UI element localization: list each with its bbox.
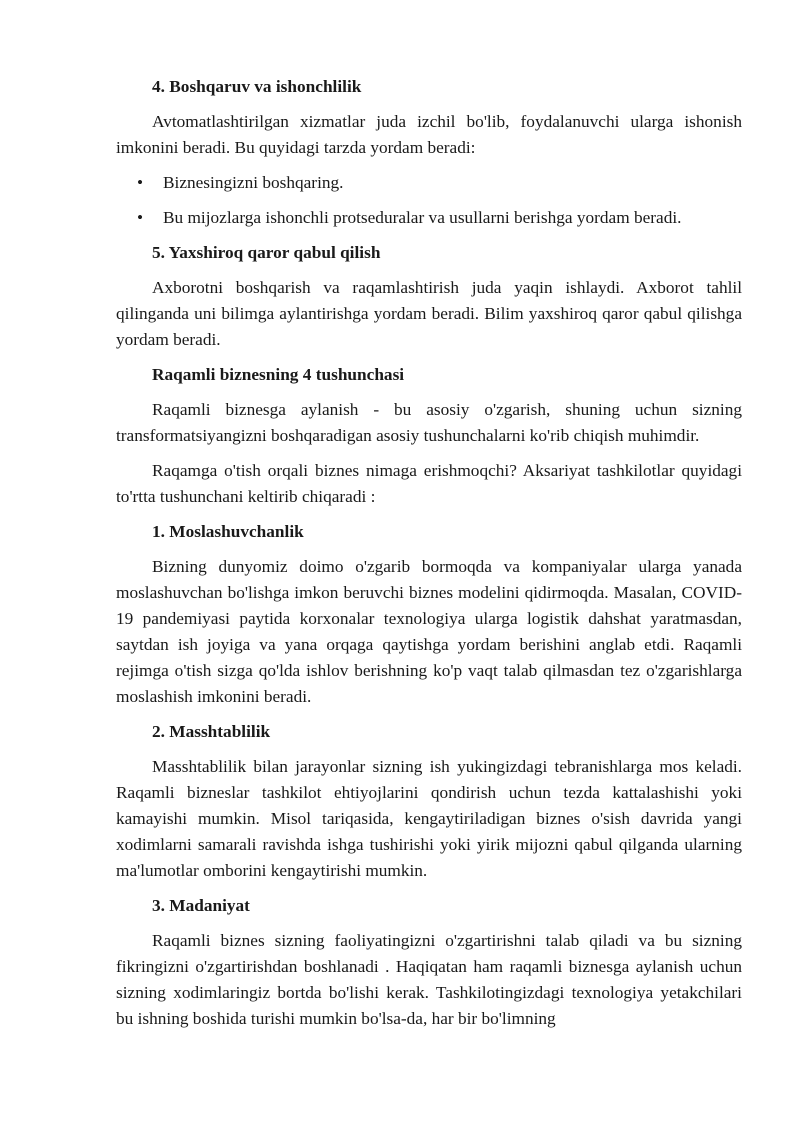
section-heading-culture: 3. Madaniyat [152, 896, 250, 915]
list-item [116, 170, 742, 196]
paragraph: Raqamli biznesga aylanish - bu asosiy o'zgarish, shuning uchun sizning transformatsiyangizni boshqaradigan asosiy tushunchalarni ko'rib chiqish muhimdir. [116, 400, 742, 445]
paragraph: Axborotni boshqarish va raqamlashtirish juda yaqin ishlaydi. Axborot tahlil qilinganda uni bilimga aylantirishga yordam beradi. Bilim yaxshiroq qaror qabul qilishga yordam beradi. [116, 278, 742, 349]
document-page [116, 74, 742, 1041]
section-heading-decision-making: 5. Yaxshiroq qaror qabul qilish [152, 243, 381, 262]
section-heading-flexibility: 1. Moslashuvchanlik [152, 522, 304, 541]
bullet-icon: • [137, 208, 144, 227]
paragraph: Raqamli biznes sizning faoliyatingizni o'zgartirishni talab qiladi va bu sizning fikringizni o'zgartirishdan boshlanadi . Haqiqatan ham raqamli biznesga aylanish uchun sizning xodimlaringiz bortda bo'lishi kerak. Tashkilotingizdagi texnologiya yetakchilari bu ishning boshida turishi mumkin bo'lsa-da, har bir bo'limning [116, 931, 742, 1028]
bullet-list [116, 170, 742, 231]
paragraph: Masshtablilik bilan jarayonlar sizning ish yukingizdagi tebranishlarga mos keladi. Raqamli bizneslar tashkilot ehtiyojlarini qondirish uchun tezda kattalashishi yoki kamayishi mumkin. Misol tariqasida, kengaytiriladigan biznes o'sish davrida yangi xodimlarni samarali ravishda ishga tushirishi yoki yirik mijozni qabul qilganda ularning ma'lumotlar omborini kengaytirishi mumkin. [116, 757, 742, 880]
paragraph: Raqamga o'tish orqali biznes nimaga erishmoqchi? Aksariyat tashkilotlar quyidagi to'rtta tushunchani keltirib chiqaradi : [116, 461, 742, 506]
bullet-icon: • [137, 173, 144, 192]
paragraph: Avtomatlashtirilgan xizmatlar juda izchil bo'lib, foydalanuvchi ularga ishonish imkonini beradi. Bu quyidagi tarzda yordam beradi: [116, 112, 742, 157]
list-item-text: Biznesingizni boshqaring. [163, 173, 344, 192]
section-heading-four-concepts: Raqamli biznesning 4 tushunchasi [152, 365, 405, 384]
list-item-text: Bu mijozlarga ishonchli protseduralar va usullarni berishga yordam beradi. [163, 208, 682, 227]
section-heading-scalability: 2. Masshtablilik [152, 722, 271, 741]
list-item [116, 205, 742, 231]
section-heading-control-reliability: 4. Boshqaruv va ishonchlilik [152, 77, 362, 96]
paragraph: Bizning dunyomiz doimo o'zgarib bormoqda va kompaniyalar ularga yanada moslashuvchan bo'lishga imkon beruvchi biznes modelini qidirmoqda. Masalan, COVID-19 pandemiyasi paytida korxonalar texnologiya ularga logistik dahshat yaratmasdan, saytdan ish joyiga va yana orqaga qaytishga yordam berishini anglab etdi. Raqamli rejimga o'tish sizga qo'lda ishlov berishning ko'p vaqt talab qilmasdan tez o'zgarishlarga moslashish imkonini beradi. [116, 557, 742, 706]
